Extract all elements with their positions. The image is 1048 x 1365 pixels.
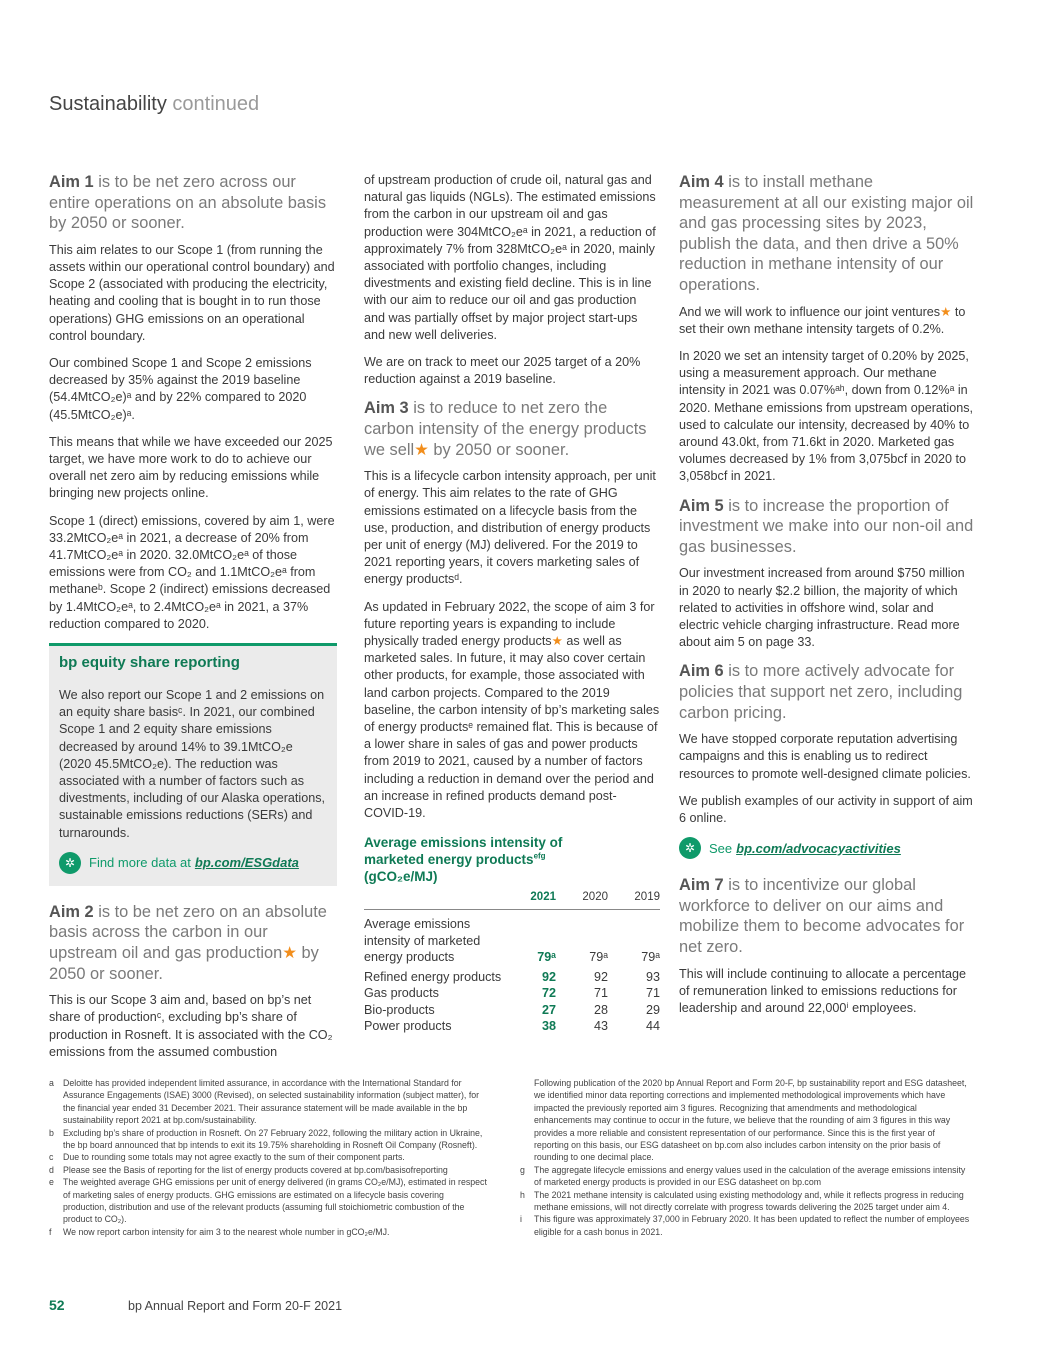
section-title: Sustainability xyxy=(49,93,167,115)
box-text: We also report our Scope 1 and 2 emissions on an equity share basisᶜ. In 2021, our combined Scope 1 and 2 equity share emissions decreased by around 14% to 39.1MtCO₂e (2020 45.5MtCO₂e). The reduction was associated with a number of factors such as divestments, including of our Alaska operations, sustainable emissions reductions (SERs) and turnarounds. xyxy=(59,688,326,840)
aim1-heading: Aim 1 is to be net zero across our entire operations on an absolute basis by 2050 or sooner. xyxy=(49,173,327,233)
column-header: 2020 xyxy=(556,889,608,910)
leaf-icon: ✲ xyxy=(679,837,701,859)
paragraph: This is our Scope 3 aim and, based on bp’s net share of productionᶜ, excluding bp’s share of production in Rosneft. It is associated with the CO₂ emissions from the assumed combustion xyxy=(49,993,333,1059)
page-header xyxy=(49,93,259,116)
aim5-heading: Aim 5 is to increase the proportion of investment we make into our non-oil and gas businesses. xyxy=(679,496,974,556)
paragraph: In 2020 we set an intensity target of 0.20% by 2025, using a measurement approach. Our methane intensity in 2021 was 0.07%ᵃʰ, down from 0.12%ᵃ in 2020. Methane emissions from upstream operations, used to calculate our intensity, decreased by 40% to around 43.0kt, from 71.6kt in 2020. Marketed gas volumes decreased by 1% from 3,075bcf in 2020 to 3,058bcf in 2021. xyxy=(679,348,974,484)
esg-data-link[interactable]: bp.com/ESGdata xyxy=(194,855,299,871)
paragraph: Our combined Scope 1 and Scope 2 emissions decreased by 35% against the 2019 baseline (54.4MtCO₂e)ᵃ and by 22% compared to 2020 (45.5MtCO₂e)ᵃ. xyxy=(49,356,312,422)
aim2-heading: Aim 2 is to be net zero on an absolute basis across the carbon in our upstream oil and gas production★ by 2050 or sooner. xyxy=(49,902,327,983)
paragraph: This is a lifecycle carbon intensity approach, per unit of energy. This aim relates to the rate of GHG emissions estimated on a lifecycle basis from the use, production, and distribution of energy products per unit of energy (MJ) delivered. For the 2019 to 2021 reporting years, it covers marketing sales of energy productsᵈ. xyxy=(364,469,656,587)
table-title: Average emissions intensity of marketed energy products$^{efg}$ (gCO₂e/MJ) xyxy=(364,835,563,885)
table-row: Average emissions intensity of marketed energy products 79ᵃ 79ᵃ 79ᵃ xyxy=(364,917,660,965)
aim3-heading: Aim 3 is to reduce to net zero the carbon intensity of the energy products we sell★ by 2050 or sooner. xyxy=(364,399,647,459)
footnote: c Due to rounding some totals may not agree exactly to the sum of their component parts. xyxy=(49,1152,405,1163)
footnote: a Deloitte has provided independent limited assurance, in accordance with the International Standard for Assurance Engagements (ISAE) 3000 (Revised), on selected sustainability information (subject matter), for the financial year ended 31 December 2021. Their assurance statement will be made available in the bp sustainability report 2021 at bp.com/sustainability. xyxy=(49,1078,480,1126)
paragraph: This aim relates to our Scope 1 (from running the assets within our operational control boundary) and Scope 2 (associated with producing the electricity, heating and cooling that is bought in to run those operations) GHG emissions on an operational control boundary. xyxy=(49,242,335,343)
esg-data-link-row: ✲ Find more data at bp.com/ESGdata xyxy=(59,852,327,874)
footnote: b Excluding bp’s share of production in Rosneft. On 27 February 2022, following the military action in Ukraine, the bp board announced that bp intends to exit its 19.75% shareholding in Rosneft Oil Company (Rosneft). xyxy=(49,1127,483,1151)
table-row: Power products 38 43 44 xyxy=(364,1019,660,1034)
paragraph: We are on track to meet our 2025 target of a 20% reduction against a 2019 baseline. xyxy=(364,355,641,387)
paragraph: This means that while we have exceeded our 2025 target, we have more work to do to achieve our overall net zero aim by reducing emissions while bringing new projects online. xyxy=(49,434,333,501)
paragraph: Scope 1 (direct) emissions, covered by aim 1, were 33.2MtCO₂eᵃ in 2021, a decrease of 20% from 41.7MtCO₂eᵃ in 2020. 32.0MtCO₂eᵃ of those emissions were from CO₂ and 1.1MtCO₂eᵃ from methaneᵇ. Scope 2 (indirect) emissions decreased by 1.4MtCO₂eᵃ, to 2.4MtCO₂eᵃ in 2021, a 37% reduction compared to 2020. xyxy=(49,513,335,631)
footnote: d Please see the Basis of reporting for the list of energy products covered at bp.com/basisofreporting xyxy=(49,1164,448,1175)
leaf-icon: ✲ xyxy=(59,852,81,874)
advocacy-link[interactable]: bp.com/advocacyactivities xyxy=(736,840,901,856)
paragraph: We publish examples of our activity in support of aim 6 online. xyxy=(679,793,973,825)
page-number: 52 xyxy=(49,1297,65,1313)
paragraph: This will include continuing to allocate a percentage of remuneration linked to emissions reductions for leadership and around 22,000ⁱ employees. xyxy=(679,966,967,1015)
paragraph: And we will work to influence our joint ventures★ to set their own methane intensity targets of 0.2%. xyxy=(679,304,966,336)
footnote-intro: Following publication of the 2020 bp Annual Report and Form 20-F, bp sustainability report and ESG datasheet, we identified minor data reporting corrections and implemented methodological improvements which have impacted the previously reported aim 3 figures. Recognizing that amendments and methodological enhancements may continue to occur in the future, we believe that the rounding of aim 3 figures in this way provides a more reliable and consistent representation of our performance. Since this is the first year of reporting on this basis, our ESG datasheet on bp.com also includes carbon intensity on the prior basis of rounding to one decimal place. xyxy=(534,1078,967,1163)
table-row: Refined energy products 92 92 93 xyxy=(364,969,660,984)
footer-title: bp Annual Report and Form 20-F 2021 xyxy=(128,1299,343,1313)
paragraph: We have stopped corporate reputation advertising campaigns and this is enabling us to redirect resources to promote well-designed climate policies. xyxy=(679,732,971,781)
star-icon: ★ xyxy=(940,304,952,319)
equity-share-box xyxy=(49,643,337,886)
aim6-heading: Aim 6 is to more actively advocate for policies that support net zero, including carbon pricing. xyxy=(679,662,963,722)
box-title: bp equity share reporting xyxy=(59,654,240,672)
column-right xyxy=(679,172,975,1027)
footnote: f We now report carbon intensity for aim 3 to the nearest whole number in gCO₂e/MJ. xyxy=(49,1226,390,1237)
aim4-heading: Aim 4 is to install methane measurement at all our existing major oil and gas processing sites by 2023, publish the data, and then drive a 50% reduction in methane intensity of our operations. xyxy=(679,173,974,294)
paragraph: Our investment increased from around $750 million in 2020 to nearly $2.2 billion, the majority of which related to activities in offshore wind, solar and electric vehicle charging infrastructure. Read more about aim 5 on page 33. xyxy=(679,566,965,650)
footnotes-left xyxy=(49,1077,489,1238)
table-row: Bio-products 27 28 29 xyxy=(364,1002,660,1017)
aim7-heading: Aim 7 is to incentivize our global workforce to deliver on our aims and mobilize them to become advocates for net zero. xyxy=(679,876,965,956)
column-header: 2019 xyxy=(608,889,660,910)
section-subtitle: continued xyxy=(172,93,260,115)
paragraph: of upstream production of crude oil, natural gas and natural gas liquids (NGLs). The estimated emissions from the carbon in our upstream oil and gas production were 304MtCO₂eᵃ in 2021, a reduction of approximately 7% from 328MtCO₂eᵃ in 2020, mainly associated with portfolio changes, including divestments and existing field decline. This is in line with our aim to reduce our oil and gas production and was partially offset by major project start-ups and new well deliveries. xyxy=(364,173,656,342)
footnote: h The 2021 methane intensity is calculated using existing methodology and, while it reflects progress in reducing methane emissions, will not directly correlate with progress towards delivering the 2025 target under aim 4. xyxy=(520,1189,964,1213)
footnote: g The aggregate lifecycle emissions and energy values used in the calculation of the average emissions intensity of marketed energy products is provided in our ESG datasheet on bp.com xyxy=(520,1164,966,1188)
paragraph: As updated in February 2022, the scope of aim 3 for future reporting years is expanding to include physically traded energy products★ as well as marketed sales. In future, it may also cover certain other products, for example, those associated with land carbon projects. Compared to the 2019 baseline, the carbon intensity of bp’s marketing sales of energy productsᵉ remained flat. This is because of a lower share in sales of gas and power products from 2019 to 2021, caused by a number of factors including a reduction in demand over the period and an increase in refined products demand post-COVID-19. xyxy=(364,599,660,821)
footnote: e The weighted average GHG emissions per unit of energy delivered (in grams CO₂e/MJ), estimated in respect of marketing sales of energy products. GHG emissions are estimated on a lifecycle basis covering production, distribution and use of the relevant products (assuming full stoichiometric combustion of the product to CO₂). xyxy=(49,1177,487,1225)
star-icon: ★ xyxy=(414,440,429,459)
footnotes-right xyxy=(520,1077,972,1238)
star-icon: ★ xyxy=(282,944,297,963)
footnote: i This figure was approximately 37,000 in February 2020. It has been updated to reflect the number of employees eligible for a cash bonus in 2021. xyxy=(520,1214,970,1237)
table-row: Gas products 72 71 71 xyxy=(364,986,660,1001)
emissions-table xyxy=(364,889,660,1035)
star-icon: ★ xyxy=(551,634,563,649)
column-left xyxy=(49,172,337,1071)
column-middle xyxy=(364,172,660,1035)
advocacy-link-row: ✲ See bp.com/advocacyactivities xyxy=(679,837,975,859)
column-header: 2021 xyxy=(504,889,556,910)
